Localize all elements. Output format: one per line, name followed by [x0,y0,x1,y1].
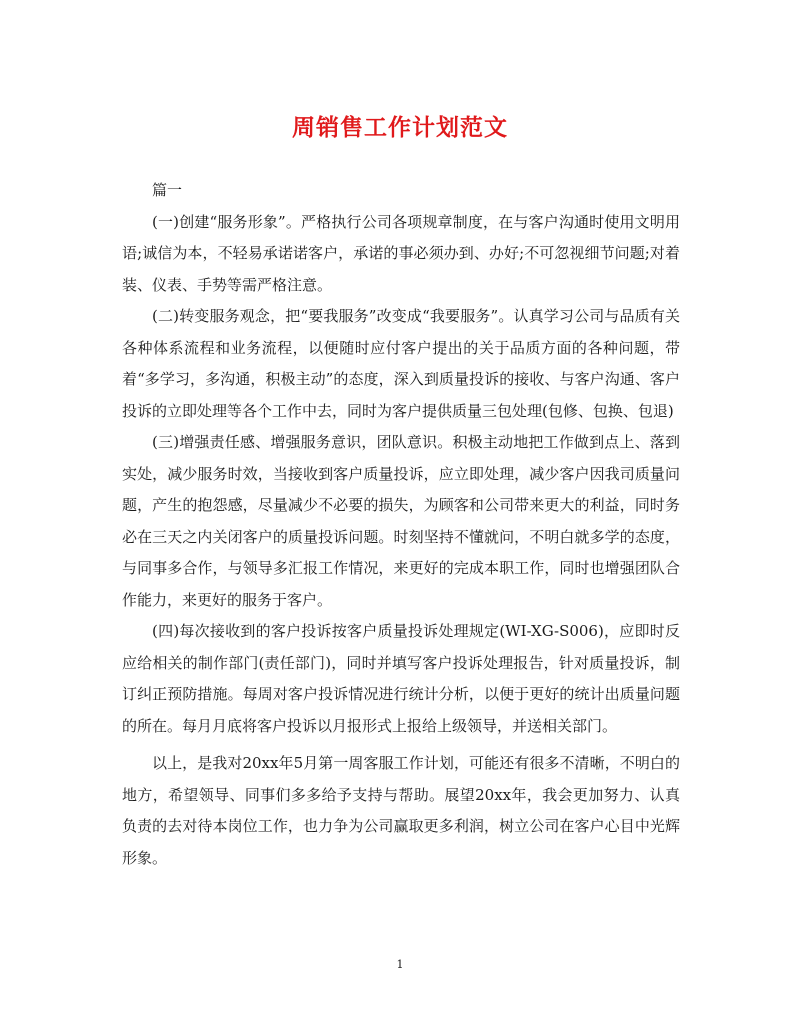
document-title: 周销售工作计划范文 [292,114,508,141]
document-body [122,175,680,874]
paragraph-4: (四)每次接收到的客户投诉按客户质量投诉处理规定(WI-XG-S006)，应即时反应给相关的制作部门(责任部门)，同时并填写客户投诉处理报告，针对质量投诉，制订纠正预防措施。每周对客户投诉情况进行统计分析，以便于更好的统计出质量问题的所在。每月月底将客户投诉以月报形式上报给上级领导，并送相关部门。 [122,622,680,735]
paragraph-3: (三)增强责任感、增强服务意识，团队意识。积极主动地把工作做到点上、落到实处，减少服务时效，当接收到客户质量投诉，应立即处理，减少客户因我司质量问题，产生的抱怨感，尽量减少不必要的损失，为顾客和公司带来更大的利益，同时务必在三天之内关闭客户的质量投诉问题。时刻坚持不懂就问，不明白就多学的态度，与同事多合作，与领导多汇报工作情况，来更好的完成本职工作，同时也增强团队合作能力，来更好的服务于客户。 [122,433,680,609]
paragraph-1: (一)创建“服务形象”。严格执行公司各项规章制度，在与客户沟通时使用文明用语;诚信为本，不轻易承诺诺客户，承诺的事必须办到、办好;不可忽视细节问题;对着装、仪表、手势等需严格注意。 [122,212,680,294]
page-number: 1 [396,958,404,971]
paragraph-2: (二)转变服务观念，把“要我服务”改变成“我要服务”。认真学习公司与品质有关各种体系流程和业务流程，以便随时应付客户提出的关于品质方面的各种问题，带着“多学习，多沟通，积极主动”的态度，深入到质量投诉的接收、与客户沟通、客户投诉的立即处理等各个工作中去，同时为客户提供质量三包处理(包修、包换、包退) [122,307,680,420]
section-label: 篇一 [152,181,183,199]
paragraph-5: 以上，是我对20xx年5月第一周客服工作计划，可能还有很多不清晰，不明白的地方，希望领导、同事们多多给予支持与帮助。展望20xx年，我会更加努力、认真负责的去对待本岗位工作，也力争为公司赢取更多利润，树立公司在客户心目中光辉形象。 [122,754,680,867]
